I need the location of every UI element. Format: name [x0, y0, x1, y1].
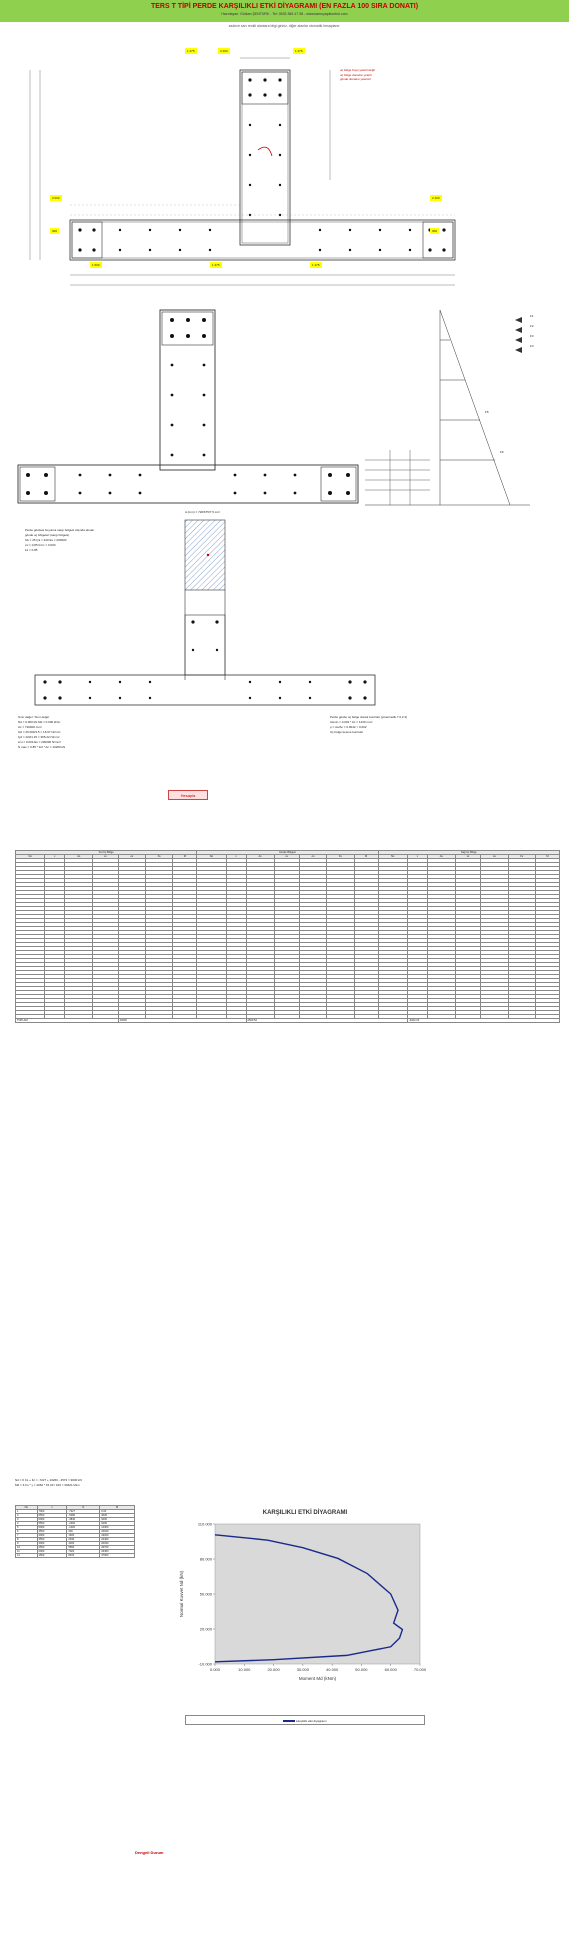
result-cell: 5650 — [67, 1546, 100, 1550]
chart-area — [175, 1510, 435, 1730]
page-subtitle: Hazırlayan: Gürkan ŞENTÜRK - Tel: 0533 365 47 98 - www.kamuyapikontrol.com — [221, 12, 348, 16]
table-column-header: M — [354, 855, 378, 859]
param-line: Nd = 0.000 kN Md = 0.000 kNm — [18, 720, 61, 724]
load-label: F2 — [530, 324, 534, 328]
result-cell: 7 — [16, 1534, 38, 1538]
y-tick-label: 20.000 — [199, 1626, 212, 1632]
result-cell: 6 — [16, 1530, 38, 1534]
result-cell: 5 — [16, 1526, 38, 1530]
table-column-header: As — [246, 855, 274, 859]
result-cell: 29760 — [100, 1546, 135, 1550]
table-column-header: σs — [481, 855, 508, 859]
table-group-header: Sol Uç Bölge — [16, 851, 197, 855]
result-cell: 9 — [16, 1542, 38, 1546]
result-cell: -3840 — [67, 1518, 100, 1522]
result-cell: 12 — [16, 1554, 38, 1558]
chart-svg — [175, 1516, 435, 1696]
result-cell: 3025 — [100, 1514, 135, 1518]
param-line: Sınır değer: Sınır değer — [18, 715, 50, 719]
x-tick-label: 0.000 — [209, 1667, 221, 1672]
large-section-svg — [10, 300, 560, 510]
result-cell: 5500 — [37, 1522, 67, 1526]
result-cell: -5280 — [67, 1514, 100, 1518]
result-cell: 4 — [16, 1522, 38, 1526]
x-axis-label: Moment Md (kNm) — [298, 1676, 337, 1681]
param-line: Uç bölge kesme kontrolü — [330, 730, 364, 734]
x-tick-label: 70.000 — [413, 1667, 427, 1672]
table-column-header: No — [197, 855, 226, 859]
section-drawing-large — [10, 300, 560, 510]
result-cell: 8 — [16, 1538, 38, 1542]
result-cell: -2400 — [67, 1522, 100, 1526]
result-cell: 1500 — [37, 1554, 67, 1558]
table-column-header: Fs — [327, 855, 354, 859]
param-line: Asmin = 0.002 * Ac = 1440 mm² — [330, 720, 373, 724]
result-cell: 3500 — [37, 1538, 67, 1542]
y-tick-label: 110.000 — [197, 1521, 212, 1527]
result-cell: 22460 — [100, 1538, 135, 1542]
dim-label[interactable]: 1 500 — [92, 263, 100, 267]
result-cell: 4300 — [67, 1542, 100, 1546]
result-cell: 6000 — [37, 1518, 67, 1522]
legend-label: karşılıklı etki diyagramı — [296, 1719, 327, 1723]
param-line: ρ = As/Ac = 0.0042 > 0.002 — [330, 725, 367, 729]
table-group-header: Gövde Bölgesi — [197, 851, 378, 855]
balanced-label: Dengeli Durum — [135, 1850, 164, 1855]
y-axis-label: Normal Kuvvet Nd (kN) — [179, 1570, 184, 1618]
result-cell: 2 — [16, 1514, 38, 1518]
result-column-header: N — [67, 1506, 100, 1510]
result-cell: -7227 — [67, 1510, 100, 1514]
params-left — [18, 715, 268, 750]
result-column-header: No — [16, 1506, 38, 1510]
result-cell: 10 — [16, 1546, 38, 1550]
param-line: N max = 0.85 * fcd * Ac = 10200 kN — [18, 745, 66, 749]
param-line: εcu = 0.003 Es = 200000 N/mm² — [18, 740, 62, 744]
x-tick-label: 50.000 — [355, 1667, 368, 1672]
table-column-header: σs — [299, 855, 326, 859]
dim-label[interactable]: 1 475 — [295, 49, 303, 53]
result-table — [15, 1505, 135, 1558]
mid-section — [10, 510, 560, 710]
mid-section-svg — [10, 510, 560, 710]
dim-label[interactable]: 2 400 — [432, 196, 440, 200]
result-cell: 37000 — [100, 1554, 135, 1558]
result-cell: 1 — [16, 1510, 38, 1514]
bottom-summary — [15, 1478, 415, 1488]
load-label: F4 — [530, 344, 534, 348]
x-tick-label: 40.000 — [326, 1667, 339, 1672]
result-cell: 300 — [67, 1530, 100, 1534]
warning-text: uç bölge donatısı yeterli — [340, 72, 372, 77]
table-column-header: As — [65, 855, 93, 859]
result-cell: 5000 — [37, 1526, 67, 1530]
dim-label[interactable]: 300 — [52, 229, 58, 233]
totals-value: 2840.52 — [246, 1019, 407, 1023]
table-column-header: Fs — [508, 855, 535, 859]
result-cell: 6200 — [100, 1518, 135, 1522]
table-column-header: M — [535, 855, 559, 859]
warning-text: gövde donatısı yetersiz — [340, 77, 371, 81]
warning-text: uç bölge boyu yeterli değil — [340, 68, 375, 72]
load-label: F6 — [500, 450, 504, 454]
param-line: Ac = 720000 mm² — [18, 725, 42, 729]
totals-label: TOPLAM — [16, 1019, 119, 1023]
result-row — [16, 1554, 135, 1558]
section-note — [340, 68, 540, 82]
result-column-header: c — [37, 1506, 67, 1510]
result-cell: 4500 — [37, 1530, 67, 1534]
totals-value: 13000 — [118, 1019, 246, 1023]
result-cell: 2000 — [37, 1550, 67, 1554]
title-bar — [0, 0, 569, 22]
table-totals-row — [16, 1019, 560, 1023]
result-table-area — [15, 1505, 135, 1955]
page-title: TERS T TİPİ PERDE KARŞILIKLI ETKİ DİYAGRAMI (EN FAZLA 100 SIRA DONATI) — [150, 3, 419, 10]
table-column-header: As — [427, 855, 455, 859]
table-column-header: x — [407, 855, 427, 859]
y-tick-label: 50.000 — [199, 1591, 212, 1597]
param-line: fcd = 25.000/1.5 = 16.67 N/mm² — [18, 730, 61, 734]
table-column-header: M — [173, 855, 197, 859]
result-cell: 8400 — [67, 1554, 100, 1558]
result-cell: 2940 — [67, 1538, 100, 1542]
dim-label[interactable]: 1 375 — [212, 263, 220, 267]
result-cell: 12300 — [100, 1526, 135, 1530]
result-column-header: M — [100, 1506, 135, 1510]
load-label: F3 — [530, 334, 534, 338]
dim-label[interactable]: 3 000 — [52, 196, 60, 200]
dim-label[interactable]: 3 400 — [220, 49, 228, 53]
y-tick-label: -10.000 — [198, 1661, 212, 1667]
chart-title: KARŞILIKLI ETKİ DİYAGRAMI — [262, 1510, 348, 1516]
dim-label[interactable]: 300 — [432, 229, 438, 233]
dim-label[interactable]: 1 475 — [187, 49, 195, 53]
result-cell: 33450 — [100, 1550, 135, 1554]
result-cell: 15640 — [100, 1530, 135, 1534]
mid-text-line: σc = 0.85 fcd ε = 0.003 — [25, 543, 56, 547]
table-column-header: Fs — [145, 855, 172, 859]
table-column-header: No — [378, 855, 407, 859]
result-cell: 2500 — [37, 1546, 67, 1550]
table-group-header: Sağ Uç Bölge — [378, 851, 559, 855]
table-column-header: εs — [93, 855, 118, 859]
params-right — [330, 715, 560, 735]
result-cell: 7000 — [37, 1510, 67, 1514]
calculate-button[interactable]: Hesapla — [168, 790, 208, 800]
result-cell: -1020 — [67, 1526, 100, 1530]
table-column-header: x — [226, 855, 246, 859]
result-cell: 19020 — [100, 1534, 135, 1538]
legend-swatch — [283, 1720, 295, 1722]
load-label: F1 — [530, 314, 534, 318]
x-tick-label: 30.000 — [296, 1667, 309, 1672]
summary-line: Nd = Σ Fs + Fc = -7227 + 10260 - 4572 = 9000 kN — [15, 1478, 82, 1482]
plot-area — [215, 1524, 420, 1664]
param-line: Perde gövde uç bölge donatı kontrolü (yönetmelik 7.6.2.3) — [330, 715, 408, 719]
mid-text-line: k1 = 0.85 — [25, 548, 38, 552]
table-body — [16, 859, 560, 1019]
x-tick-label: 20.000 — [267, 1667, 280, 1672]
result-cell: 9100 — [100, 1522, 135, 1526]
table-column-header: εs — [455, 855, 480, 859]
table-column-header: No — [16, 855, 45, 859]
x-tick-label: 10.000 — [238, 1667, 251, 1672]
result-cell: 4000 — [37, 1534, 67, 1538]
result-cell: 3000 — [37, 1542, 67, 1546]
mid-text-line: fck = 25 fyk = 420 Es = 200000 — [25, 538, 67, 542]
y-tick-label: 80.000 — [199, 1556, 212, 1562]
calc-table — [15, 850, 560, 1023]
mid-text-line: Perde gövdesi boyunca sargı bölgesi dışında donatı — [25, 528, 95, 532]
result-cell: 7020 — [67, 1550, 100, 1554]
calc-table-area — [15, 850, 560, 1475]
table-column-header: εs — [274, 855, 299, 859]
totals-value: -4202.20 — [407, 1019, 559, 1023]
summary-line: Md = Σ Fs * y = 4062 * 15.03 / 100 = 30421 kNm — [15, 1483, 80, 1487]
mid-text-line: gövde uç bölgeleri (sargı bölgesi) — [25, 533, 70, 537]
section-drawing — [10, 30, 560, 300]
mid-section-label: A (mm) = 720/675/7.5 cm² — [185, 510, 220, 514]
result-cell: 6500 — [37, 1514, 67, 1518]
x-tick-label: 60.000 — [384, 1667, 397, 1672]
result-cell: 1600 — [67, 1534, 100, 1538]
table-column-header: x — [45, 855, 65, 859]
result-cell: 3 — [16, 1518, 38, 1522]
result-body — [16, 1510, 135, 1558]
table-column-header: σs — [118, 855, 145, 859]
param-line: fyd = 420/1.15 = 365.22 N/mm² — [18, 735, 60, 739]
instruction-note: sadece sarı renkli alanlara bilgi giriniz, diğer alanlar otomatik hesaplanır. — [228, 24, 341, 28]
dim-label[interactable]: 1 475 — [312, 263, 320, 267]
chart-legend — [185, 1715, 425, 1725]
result-cell: 0.00 — [100, 1510, 135, 1514]
result-cell: 26030 — [100, 1542, 135, 1546]
result-cell: 11 — [16, 1550, 38, 1554]
load-label: F5 — [485, 410, 489, 414]
